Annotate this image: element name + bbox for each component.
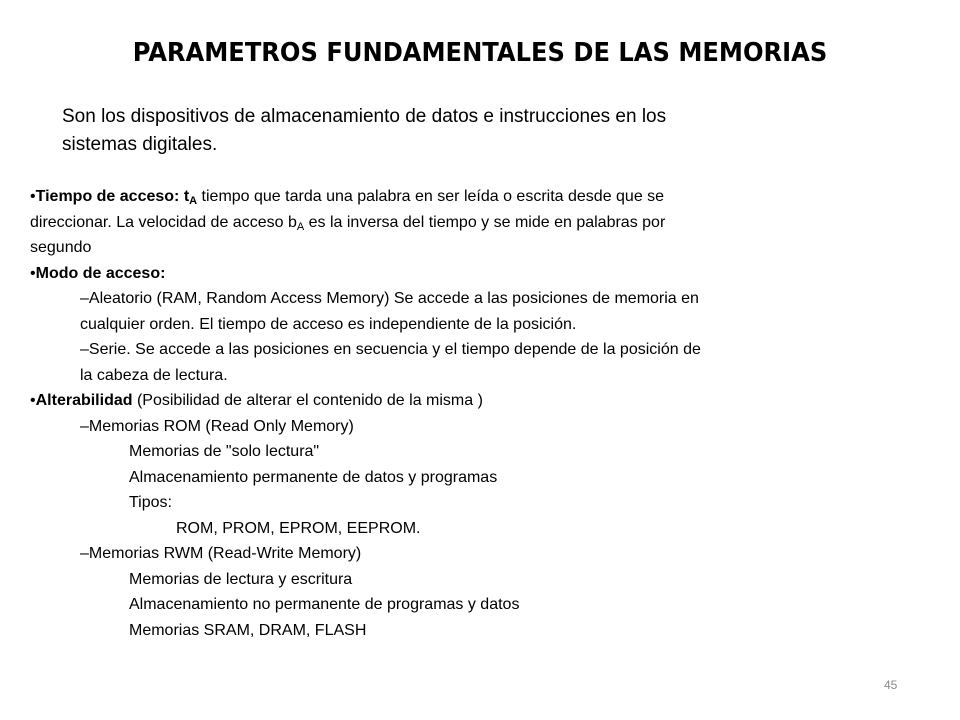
tiempo-label: Tiempo de acceso: t (35, 188, 190, 205)
rwm-heading (30, 541, 920, 567)
intro-paragraph (62, 103, 822, 159)
bullet-glyph: • (30, 392, 36, 409)
rwm-line-2: Almacenamiento no permanente de programas y datos (129, 596, 520, 613)
modo-serie-text-1: Serie. Se accede a las posiciones en secuencia y el tiempo depende de la posición de (88, 341, 701, 358)
tiempo-label-sub: A (189, 195, 198, 207)
tiempo-text-2-sub: A (296, 220, 305, 233)
rom-line-3: Tipos: (129, 494, 172, 511)
alterabilidad-text: (Posibilidad de alterar el contenido de la misma ) (132, 392, 483, 409)
modo-aleatorio-line-2: cualquier orden. El tiempo de acceso es independiente de la posición. (80, 315, 577, 333)
rwm-heading-text: Memorias RWM (Read-Write Memory) (88, 545, 362, 562)
rwm-line-3: Memorias SRAM, DRAM, FLASH (129, 621, 367, 639)
modo-serie-line-1 (30, 337, 920, 363)
rom-heading-text: Memorias ROM (Read Only Memory) (88, 417, 354, 435)
modo-label: Modo de acceso: (35, 264, 166, 282)
slide-title: PARAMETROS FUNDAMENTALES DE LAS MEMORIAS (132, 38, 828, 68)
modo-aleatorio-text-1: Aleatorio (RAM, Random Access Memory) Se accede a las posiciones de memoria en (88, 290, 699, 307)
tiempo-line-2 (30, 210, 920, 236)
dash-glyph: – (80, 341, 89, 358)
modo-serie-line-2: la cabeza de lectura. (80, 366, 228, 384)
page-number: 45 (884, 678, 898, 692)
rom-line-1: Memorias de "solo lectura" (129, 443, 320, 460)
rwm-line-1: Memorias de lectura y escritura (129, 570, 353, 588)
bullet-tiempo-acceso (30, 184, 920, 210)
bullet-alterabilidad (30, 388, 920, 414)
dash-glyph: – (80, 290, 89, 307)
intro-line-2: sistemas digitales. (62, 134, 218, 155)
bullet-modo-acceso (30, 261, 920, 287)
tiempo-text-2a: direccionar. La velocidad de acceso b (30, 213, 297, 231)
rom-heading (30, 414, 920, 440)
rom-line-2: Almacenamiento permanente de datos y programas (129, 468, 498, 486)
intro-line-1: Son los dispositivos de almacenamiento de datos e instrucciones en los (62, 106, 667, 127)
tiempo-text-2b: es la inversa del tiempo y se mide en palabras por (304, 213, 666, 231)
slide-body (30, 184, 920, 643)
bullet-glyph: • (30, 188, 36, 205)
tiempo-line-3: segundo (30, 239, 92, 256)
dash-glyph: – (80, 545, 89, 562)
tiempo-text-1: tiempo que tarda una palabra en ser leída o escrita desde que se (197, 188, 665, 205)
bullet-glyph: • (30, 264, 36, 282)
alterabilidad-label: Alterabilidad (35, 392, 133, 409)
rom-line-4: ROM, PROM, EPROM, EEPROM. (176, 519, 421, 537)
modo-aleatorio-line-1 (30, 286, 920, 312)
dash-glyph: – (80, 417, 89, 435)
